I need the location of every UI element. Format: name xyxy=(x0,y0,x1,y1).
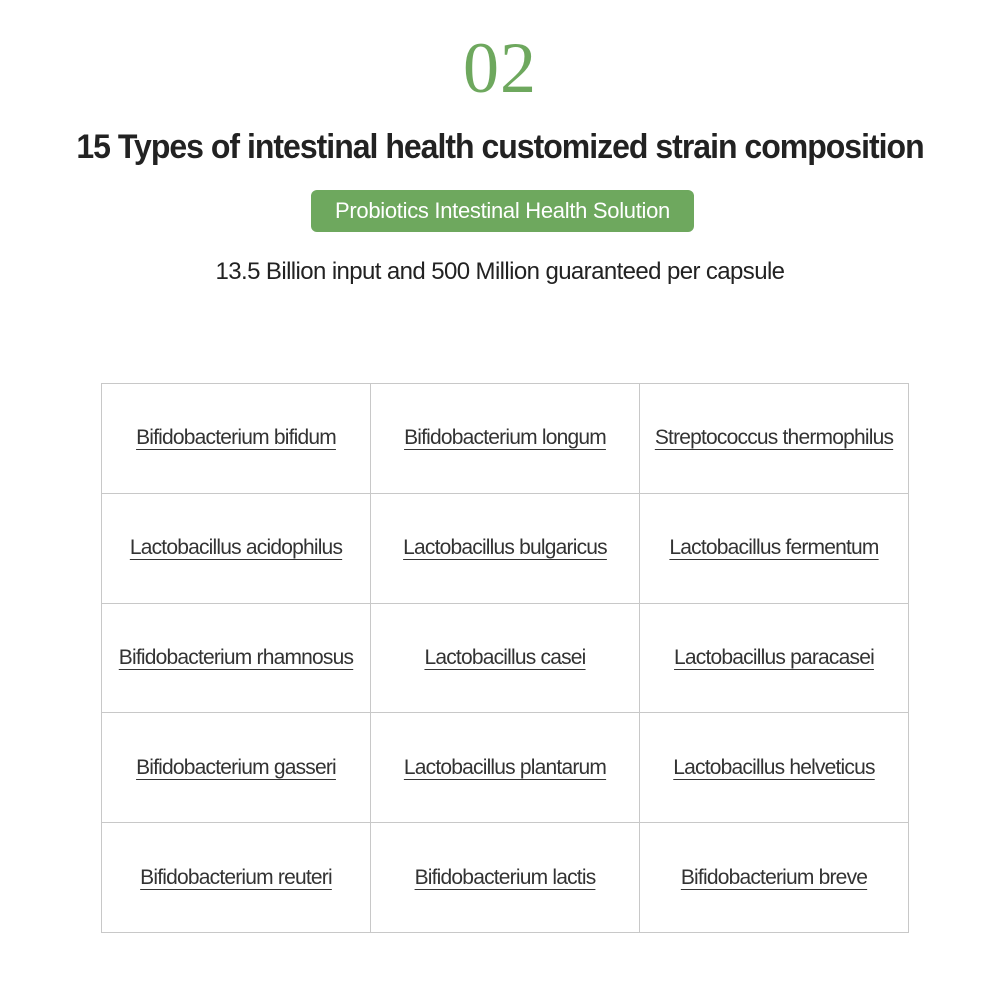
strain-name: Bifidobacterium bifidum xyxy=(136,426,336,450)
table-cell xyxy=(102,823,371,933)
strain-name: Bifidobacterium longum xyxy=(404,426,606,450)
strain-name: Bifidobacterium rhamnosus xyxy=(118,645,354,669)
strain-name: Lactobacillus helveticus xyxy=(673,755,875,779)
table-cell xyxy=(640,603,909,713)
strain-name: Lactobacillus casei xyxy=(424,645,586,669)
strain-name: Lactobacillus fermentum xyxy=(669,536,879,560)
strain-name: Bifidobacterium gasseri xyxy=(136,755,336,779)
table-row xyxy=(102,493,909,603)
table-cell xyxy=(371,384,640,494)
table-cell xyxy=(640,384,909,494)
strain-name: Lactobacillus paracasei xyxy=(674,645,874,669)
table-row xyxy=(102,384,909,494)
strain-name: Lactobacillus bulgaricus xyxy=(403,536,607,560)
table-row xyxy=(102,713,909,823)
dosage-subtitle: 13.5 Billion input and 500 Million guaranteed per capsule xyxy=(215,258,785,285)
strain-name: Bifidobacterium breve xyxy=(680,865,868,889)
table-row xyxy=(102,603,909,713)
solution-badge: Probiotics Intestinal Health Solution xyxy=(311,190,694,232)
table-cell xyxy=(371,823,640,933)
strain-name: Lactobacillus acidophilus xyxy=(129,536,343,560)
strain-name: Streptococcus thermophilus xyxy=(654,426,894,450)
table-cell xyxy=(640,823,909,933)
strain-name: Bifidobacterium lactis xyxy=(414,865,596,889)
page-title: 15 Types of intestinal health customized strain composition xyxy=(76,126,924,166)
table-cell xyxy=(102,384,371,494)
section-number: 02 xyxy=(463,28,537,108)
table-cell xyxy=(640,713,909,823)
table-cell xyxy=(371,713,640,823)
table-cell xyxy=(371,603,640,713)
table-cell xyxy=(640,493,909,603)
table-row xyxy=(102,823,909,933)
table-cell xyxy=(371,493,640,603)
table-cell xyxy=(102,713,371,823)
strain-table xyxy=(101,383,909,933)
strain-name: Lactobacillus plantarum xyxy=(403,755,607,779)
strain-name: Bifidobacterium reuteri xyxy=(140,865,332,889)
table-cell xyxy=(102,493,371,603)
table-cell xyxy=(102,603,371,713)
